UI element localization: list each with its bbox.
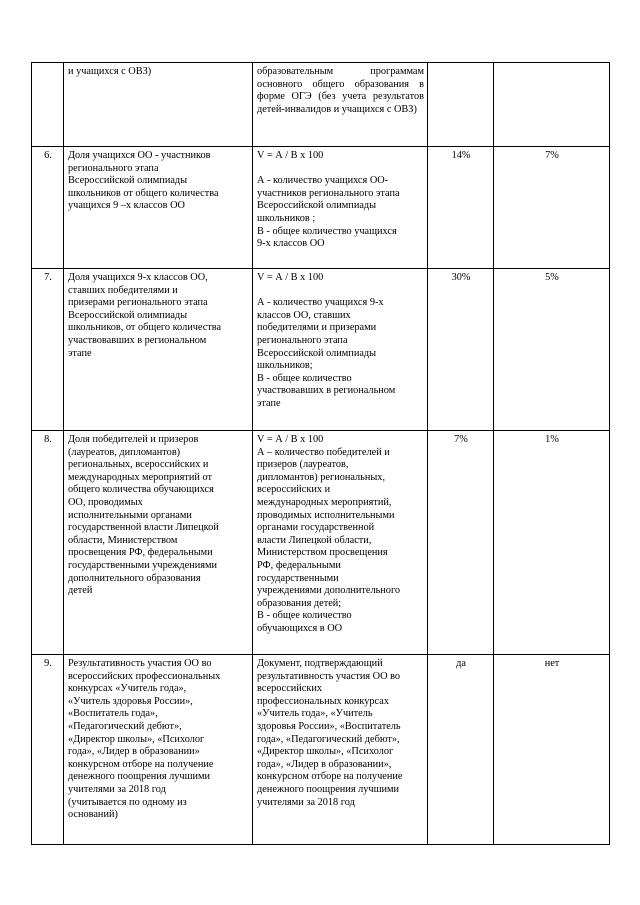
formula-line: профессиональных конкурсах: [257, 695, 389, 707]
table-row: [32, 269, 610, 431]
formula-line: органами государственной: [257, 522, 375, 534]
indicator-line: (учитывается по одному из: [68, 796, 187, 808]
value-cell-1: [428, 147, 494, 269]
indicator-cell: [64, 269, 253, 431]
row-number-cell: [32, 431, 64, 655]
value-cell-2: [494, 431, 610, 655]
indicator-line: конкурсном отборе на получение: [68, 758, 214, 770]
indicator-line: «Воспитатель года»,: [68, 708, 158, 720]
indicator-line: ОО, проводимых: [68, 496, 143, 508]
indicator-line: дополнительного образования: [68, 572, 201, 584]
formula-line: обучающихся в ОО: [257, 622, 343, 634]
blank-line: [257, 163, 424, 176]
indicator-line: и учащихся с ОВЗ): [68, 66, 152, 77]
indicator-line: участвовавших в региональном: [68, 334, 207, 346]
formula-line: классов ОО, ставших: [257, 309, 351, 321]
indicator-line: оснований): [68, 809, 118, 821]
formula-line: всероссийских: [257, 683, 323, 695]
indicator-cell: [64, 63, 253, 147]
indicator-line: учащихся 9 –х классов ОО: [68, 200, 185, 212]
formula-line: результативность участия ОО во: [257, 670, 401, 682]
formula-line: дипломантов) региональных,: [257, 471, 386, 483]
indicator-line: года», «Лидер в образовании»: [68, 746, 200, 758]
indicator-line: (лауреатов, дипломантов): [68, 446, 181, 458]
indicator-cell: [64, 431, 253, 655]
formula-line: этапе: [257, 397, 281, 409]
indicators-table-body: [32, 63, 610, 845]
indicator-line: школьников, от общего количества: [68, 322, 222, 334]
indicator-line: области, Министерством: [68, 534, 178, 546]
formula-line: регионального этапа: [257, 334, 348, 346]
indicator-line: школьников от общего количества: [68, 187, 219, 199]
formula-cell: [253, 269, 428, 431]
indicator-line: «Педагогический дебют»,: [68, 720, 182, 732]
value-cell-2: [494, 63, 610, 147]
row-number: 7.: [44, 272, 52, 283]
formula-cell: [253, 655, 428, 845]
indicator-line: учителями за 2018 год: [68, 783, 166, 795]
indicator-line: Доля победителей и призеров: [68, 434, 199, 445]
indicator-line: «Учитель здоровья России»,: [68, 695, 193, 707]
indicator-value-2: 7%: [545, 150, 559, 161]
formula-line: Всероссийской олимпиады: [257, 347, 377, 359]
formula-line: V = А / В х 100: [257, 434, 324, 445]
formula-line: участвовавших в региональном: [257, 385, 396, 397]
value-cell-2: [494, 655, 610, 845]
table-row: [32, 147, 610, 269]
indicator-line: «Директор школы», «Психолог: [68, 733, 205, 745]
indicator-line: регионального этапа: [68, 162, 159, 174]
indicator-line: просвещения РФ, федеральными: [68, 547, 213, 559]
value-cell-1: [428, 63, 494, 147]
formula-line: А - количество учащихся ОО-: [257, 175, 389, 187]
formula-cell: [253, 63, 428, 147]
formula-line: учителями за 2018 год: [257, 796, 355, 808]
formula-line: Всероссийской олимпиады: [257, 200, 377, 212]
indicator-line: денежного поощрения лучшими: [68, 771, 211, 783]
formula-line: А – количество победителей и: [257, 446, 390, 458]
formula-line: года», «Педагогический дебют»,: [257, 733, 400, 745]
indicator-line: Доля учащихся ОО - участников: [68, 150, 211, 161]
indicator-line: Всероссийской олимпиады: [68, 175, 188, 187]
formula-line: «Учитель года», «Учитель: [257, 708, 373, 720]
formula-cell: [253, 147, 428, 269]
formula-line: международных мероприятий,: [257, 496, 392, 508]
formula-line: участников регионального этапа: [257, 187, 400, 199]
indicator-line: этапе: [68, 347, 92, 359]
value-cell-2: [494, 147, 610, 269]
value-cell-1: [428, 655, 494, 845]
formula-line: власти Липецкой области,: [257, 534, 372, 546]
formula-line: государственными: [257, 572, 339, 584]
indicator-line: ставших победителями и: [68, 284, 178, 296]
indicator-line: Результативность участия ОО во: [68, 658, 212, 669]
formula-line: В - общее количество учащихся: [257, 225, 397, 237]
indicator-line: региональных, всероссийских и: [68, 459, 209, 471]
formula-line: «Директор школы», «Психолог: [257, 746, 394, 758]
formula-line: призеров (лауреатов,: [257, 459, 349, 471]
indicator-line: государственными учреждениями: [68, 559, 217, 571]
indicator-line: международных мероприятий от: [68, 471, 212, 483]
formula-cell: [253, 431, 428, 655]
table-row: [32, 431, 610, 655]
indicator-line: Всероссийской олимпиады: [68, 309, 188, 321]
formula-line: проводимых исполнительными: [257, 509, 395, 521]
row-number-cell: [32, 147, 64, 269]
formula-line: V = А / В х 100: [257, 150, 324, 161]
indicator-value-2: 5%: [545, 272, 559, 283]
formula-line: РФ, федеральными: [257, 559, 341, 571]
row-number: 6.: [44, 150, 52, 161]
row-number: 8.: [44, 434, 52, 445]
formula-line: А - количество учащихся 9-х: [257, 297, 384, 309]
indicator-line: общего количества обучающихся: [68, 484, 214, 496]
indicator-cell: [64, 147, 253, 269]
formula-line: образовательным программам основного общего образования в форме ОГЭ (без учета результатов детей-инвалидов и учащихся с ОВЗ): [257, 66, 424, 115]
indicator-cell: [64, 655, 253, 845]
indicator-line: исполнительными органами: [68, 509, 192, 521]
formula-line: Министерством просвещения: [257, 547, 388, 559]
formula-line: денежного поощрения лучшими: [257, 783, 400, 795]
row-number-cell: [32, 655, 64, 845]
indicator-value-1: 7%: [454, 434, 468, 445]
formula-line: 9-х классов ОО: [257, 238, 325, 250]
indicator-line: всероссийских профессиональных: [68, 670, 221, 682]
table-row: [32, 63, 610, 147]
formula-line: Документ, подтверждающий: [257, 658, 383, 669]
formula-line: школьников;: [257, 360, 313, 372]
value-cell-1: [428, 269, 494, 431]
indicator-value-1: да: [456, 658, 466, 669]
indicator-line: призерами регионального этапа: [68, 297, 208, 309]
indicator-line: конкурсах «Учитель года»,: [68, 683, 187, 695]
formula-line: здоровья России», «Воспитатель: [257, 720, 401, 732]
formula-line: V = А / В х 100: [257, 272, 324, 283]
formula-line: всероссийских и: [257, 484, 331, 496]
formula-line: учреждениями дополнительного: [257, 585, 401, 597]
indicator-value-2: нет: [544, 658, 560, 669]
formula-line: школьников ;: [257, 212, 316, 224]
formula-line: года», «Лидер в образовании»,: [257, 758, 392, 770]
indicator-value-1: 30%: [451, 272, 471, 283]
indicator-line: Доля учащихся 9-х классов ОО,: [68, 272, 208, 283]
row-number-cell: [32, 269, 64, 431]
indicators-table: [31, 62, 610, 845]
indicator-line: государственной власти Липецкой: [68, 522, 219, 534]
blank-line: [257, 285, 424, 298]
row-number-cell: [32, 63, 64, 147]
formula-line: образования детей;: [257, 597, 342, 609]
value-cell-1: [428, 431, 494, 655]
value-cell-2: [494, 269, 610, 431]
indicator-value-2: 1%: [545, 434, 559, 445]
formula-line: В - общее количество: [257, 372, 352, 384]
formula-line: победителями и призерами: [257, 322, 377, 334]
indicator-line: детей: [68, 585, 93, 597]
row-number: 9.: [44, 658, 52, 669]
formula-line: конкурсном отборе на получение: [257, 771, 403, 783]
table-row: [32, 655, 610, 845]
formula-line: В - общее количество: [257, 610, 352, 622]
indicator-value-1: 14%: [451, 150, 471, 161]
